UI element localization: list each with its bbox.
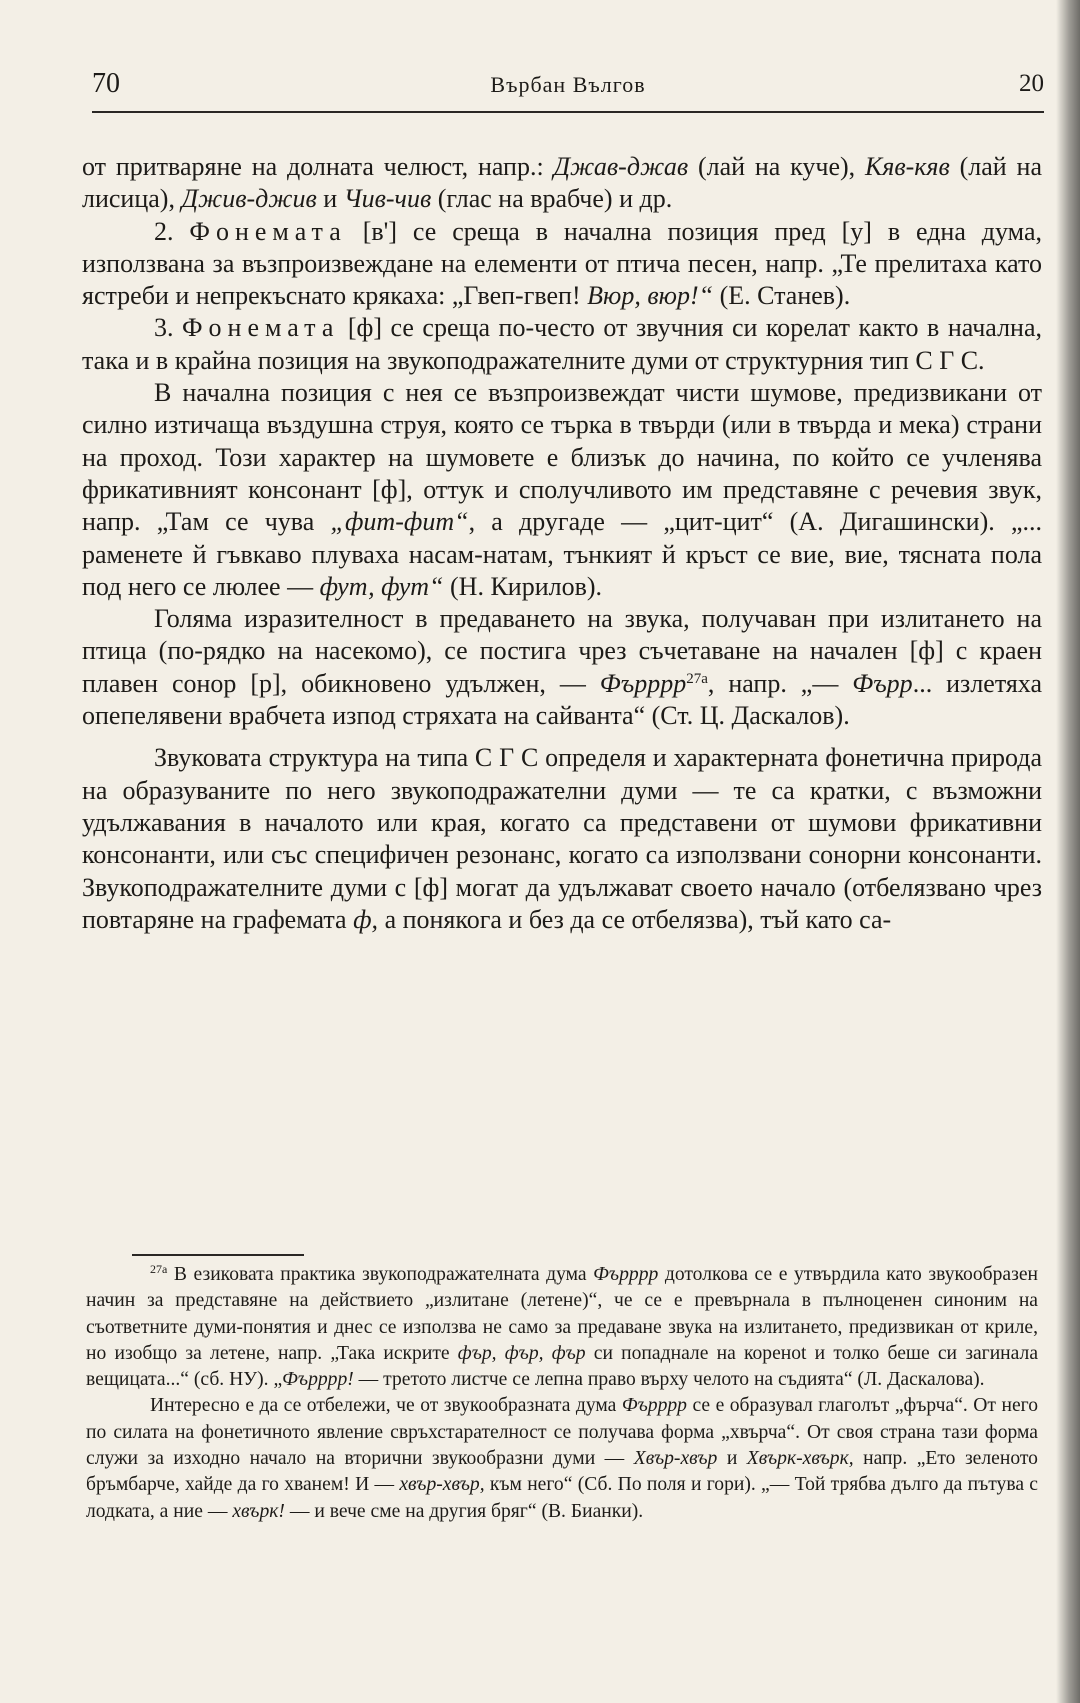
example-word: Чив-чив [343,184,432,214]
example-word: фут, фут“ [319,571,444,601]
item-number: 2. [154,216,190,246]
spaced-term: Фонемата [189,216,347,246]
text-run: В начална позиция с нея се възпроизвеждат чисти шумове, предизвикани от силно изтичаща въздушна струя, която се търка в твърди (или в твърда и мека) страни на проход. Този характер на шумовете е близък до начина, по който се учленява фрикативният консонант [ф], оттук и сполучливото им представяне с речевия звук, напр. „Там се чува [82,378,1042,537]
text-run: от притваряне на долната челюст, напр.: [82,152,554,181]
text-run: към него“ (Сб. По поля и гори). „— Той трябва дълго да пътува с лодката, а ние — [86,1474,1039,1522]
footnote-rule [132,1254,304,1256]
section-number: 20 [1019,70,1044,97]
footnotes [86,1262,1038,1525]
example-word: Кяв-кяв [864,152,950,181]
text-run: (лай на куче), [688,152,865,181]
footnote-reference: 27а [686,670,708,687]
example-word: Вюр, вюр!“ [587,281,714,311]
item-number: 3. [154,313,182,343]
text-run: ... излетяха опепелявени врабчета изпод стряхата на сайванта“ (Ст. Ц. Даскалов). [82,668,1043,731]
example-word: Джав-джав [553,152,689,181]
example-word: „фит-фит“ [330,507,469,537]
example-word: Фърррр! [282,1369,354,1391]
text-run: [в'] се среща в начална позиция пред [у] в една дума, използвана за възпроизвеждане на елементи от птича песен, напр. „Те прелитаха като ястреби и непрекъснато крякаха: „Гвеп-гвеп! [82,216,1042,311]
footnote-continuation [86,1393,1038,1524]
example-word: Джив-джив [181,184,317,214]
example-word: Фърррр [593,1264,659,1285]
text-run: Голяма изразителност в предаването на звука, получаван при излитането на птица (по-рядко на насекомо), се постига чрез съчетаване на начален [ф] с краен плавен сонор [р], обикновено удължен, — [82,604,1042,698]
paragraph-3 [82,312,1042,377]
text-run: Интересно е да се отбележи, че от звукообразната дума [150,1395,622,1417]
example-word: ф, [353,904,379,934]
text-run: и [316,184,344,214]
text-run: (лай на лисица), [82,152,1042,214]
paragraph-1 [82,151,1042,216]
footnote-marker: 27а [150,1262,168,1276]
page-number: 70 [92,68,120,99]
text-run: напр. „Ето зеленото бръмбарче, хайде да го хванем! И — [86,1448,1038,1496]
paragraph-4 [82,377,1042,603]
example-word: Хвърк-хвърк, [746,1448,854,1470]
example-word: Фърррр [621,1395,687,1417]
text-run: си попадналe на кореноt и толко беше си загинала вещицата...“ (сб. НУ). „ [86,1342,1039,1391]
text-run: и [717,1448,747,1470]
text-run: дотолкова се е утвърдила като звукообразен начин за представяне на действието „излитане (летене)“, че се е превърнала в пълноценен синоним на съответните думи-понятия и днес се използва не само за предаване звука на излитането, предизвикан от криле, но изобщо за летене, напр. „Така искрите [86,1264,1038,1364]
paragraph-2 [82,216,1042,313]
header-rule [92,111,1044,113]
example-word: фър, фър, фър [457,1342,586,1364]
text-run: (глас на врабче) и др. [431,184,673,214]
body-text [82,151,1042,936]
text-run: — третото листче се лепна право върху челото на съдията“ (Л. Даскалова). [353,1369,985,1391]
text-run: (Н. Кирилов). [443,571,603,601]
text-run: , а другаде — „цит-цит“ (А. Дигашински). „... раменете й гъвкаво плуваха насам-натам, тънкият й кръст се вие, вие, тясната пола под него се люлее — [82,507,1042,601]
text-run: — и вече сме на другия бряг“ (В. Бианки). [284,1500,644,1522]
text-run: , напр. „— [707,668,853,698]
text-run: а понякога и без да се отбелязва), тъй като са- [378,904,892,934]
example-word: Хвър-хвър [633,1448,718,1470]
spaced-term: Фонемата [182,313,340,343]
text-run: се е образувал глаголът „фърча“. От него по силата на фонетичното явление свръхстарателност се получава форма „хвърча“. От своя страна тази форма служи за изходно начало на вторични звукообразни думи — [86,1395,1039,1470]
text-run: В езиковата практика звукоподражателната дума [167,1264,594,1285]
text-run: [ф] се среща по-често от звучния си корелат както в начална, така и в крайна позиция на звукоподражателните думи от структурния тип С Г С. [82,313,1042,375]
text-run: Звуковата структура на типа С Г С определя и характерната фонетична природа на образуваните по него звукоподражателни думи — те са кратки, с възможни удължавания в началото или края, когато са представени от шумови фрикативни консонанти, или със специфичен резонанс, когато са използвани сонорни консонанти. Звукоподражателните думи с [ф] могат да удължават своето начало (отбелязвано чрез повтаряне на графемата [82,743,1042,934]
example-word: хвър-хвър, [399,1474,485,1496]
page-spine-shadow [1056,0,1080,1703]
example-word: Фърр [852,668,913,698]
text-run: (Е. Станев). [713,281,851,311]
footnote-27a [86,1262,1038,1393]
page-header [92,66,1044,110]
example-word: хвърк! [232,1500,285,1522]
paragraph-5 [82,603,1042,732]
example-word: Фърррр [599,668,687,698]
paragraph-6 [82,742,1042,936]
running-head: Върбан Вългов [490,72,646,97]
